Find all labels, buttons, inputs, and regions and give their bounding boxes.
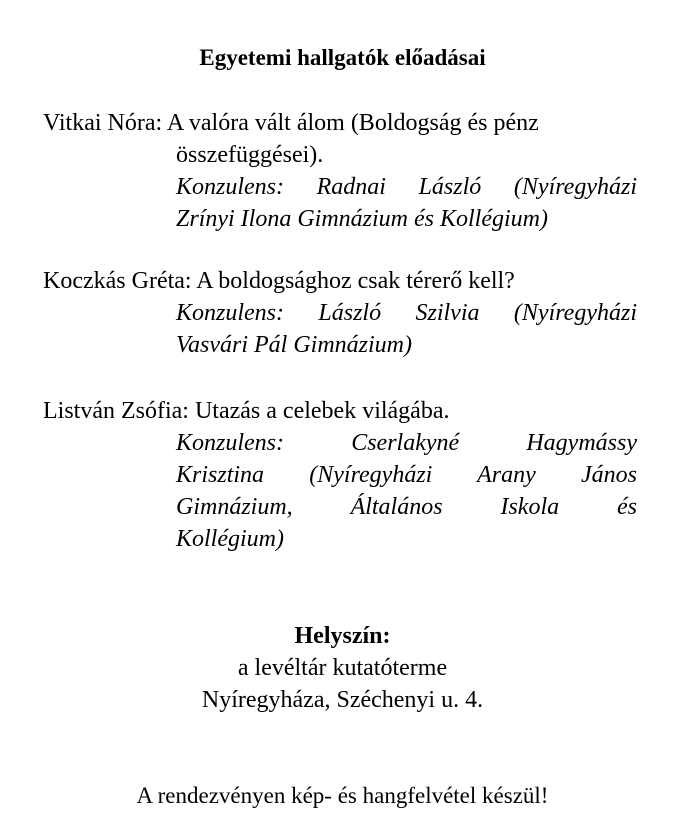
speaker-title bbox=[43, 395, 637, 427]
consultant-info bbox=[43, 297, 637, 361]
lecture-entry bbox=[43, 107, 637, 235]
venue-label: Helyszín: bbox=[294, 623, 391, 649]
venue-address: Nyíregyháza, Széchenyi u. 4. bbox=[201, 687, 484, 713]
lecture-entry bbox=[43, 395, 637, 555]
consultant-line: Vasvári Pál Gimnázium) bbox=[176, 332, 412, 358]
speaker-title-line: Listván Zsófia: Utazás a celebek világába. bbox=[43, 398, 450, 424]
consultant-line: Kollégium) bbox=[176, 526, 284, 552]
consultant-info bbox=[43, 171, 637, 235]
consultant-line: Zrínyi Ilona Gimnázium és Kollégium) bbox=[176, 206, 548, 232]
consultant-line: Konzulens: László Szilvia (Nyíregyházi bbox=[176, 300, 637, 326]
speaker-title-line: Koczkás Gréta: A boldogsághoz csak térerő kell? bbox=[43, 268, 515, 294]
consultant-line: Krisztina (Nyíregyházi Arany János bbox=[176, 462, 637, 488]
consultant-line: Konzulens: Radnai László (Nyíregyházi bbox=[176, 174, 637, 200]
speaker-title bbox=[43, 107, 637, 171]
document-title: Egyetemi hallgatók előadásai bbox=[199, 45, 486, 70]
lecture-entry bbox=[43, 265, 637, 361]
consultant-line: Konzulens: Cserlakyné Hagymássy bbox=[176, 430, 637, 456]
venue-room: a levéltár kutatóterme bbox=[237, 655, 448, 681]
venue-block bbox=[0, 620, 685, 716]
speaker-title-line: összefüggései). bbox=[176, 142, 324, 168]
recording-notice: A rendezvényen kép- és hangfelvétel készül! bbox=[136, 783, 549, 808]
speaker-title bbox=[43, 265, 637, 297]
speaker-title-line: Vitkai Nóra: A valóra vált álom (Boldogság és pénz bbox=[43, 110, 539, 136]
consultant-line: Gimnázium, Általános Iskola és bbox=[176, 494, 637, 520]
consultant-info bbox=[43, 427, 637, 555]
